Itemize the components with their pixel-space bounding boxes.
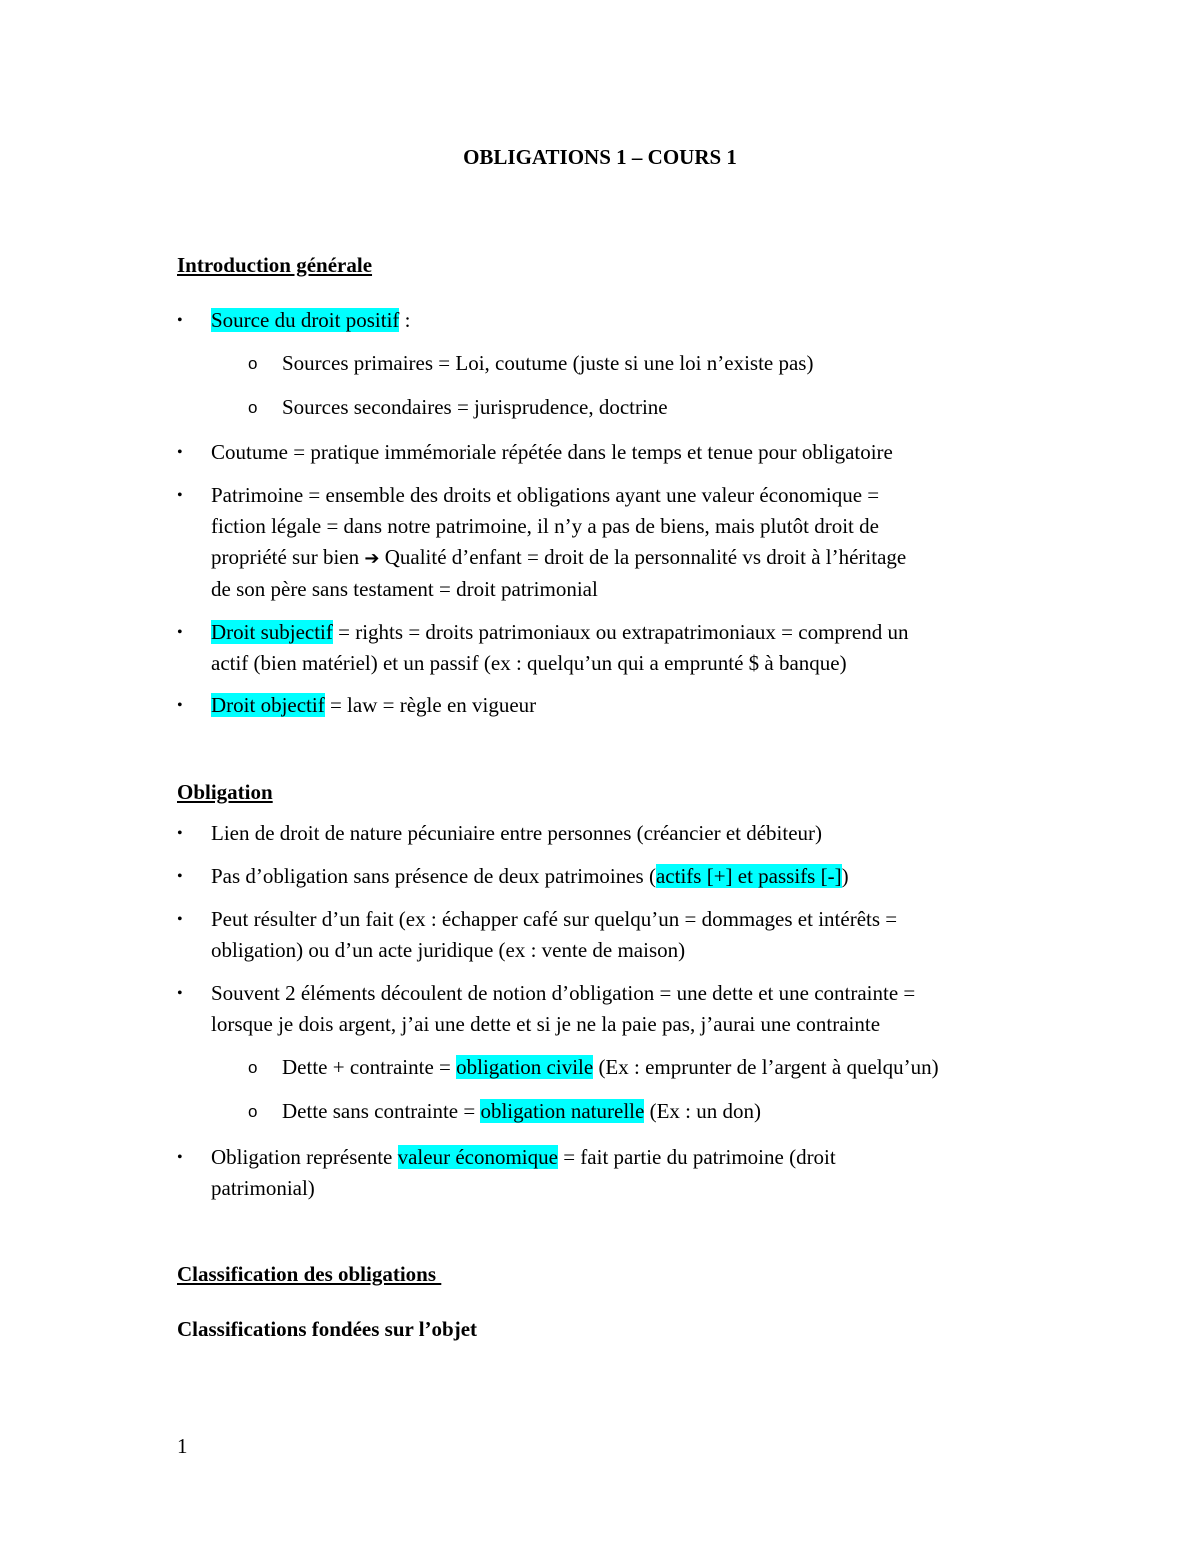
list-item-text: Lien de droit de nature pécuniaire entre personnes (créancier et débiteur) bbox=[211, 821, 823, 845]
highlighted-text: obligation naturelle bbox=[480, 1099, 645, 1123]
page-number: 1 bbox=[177, 1434, 188, 1458]
section-heading-classification: Classification des obligations bbox=[177, 1262, 442, 1286]
sub-list-item-text bbox=[282, 1096, 1062, 1127]
text-segment: propriété sur bien bbox=[211, 545, 365, 569]
bullet-icon: • bbox=[177, 825, 183, 842]
text-line: actif (bien matériel) et un passif (ex : quelqu’un qui a emprunté $ à banque) bbox=[211, 651, 847, 675]
sub-list-item-text: Sources secondaires = jurisprudence, doctrine bbox=[282, 395, 668, 419]
sub-list-item-text bbox=[282, 1052, 1062, 1083]
list-item-text: Coutume = pratique immémoriale répétée dans le temps et tenue pour obligatoire bbox=[211, 440, 893, 464]
text-line bbox=[211, 542, 1031, 574]
text-segment: : bbox=[399, 308, 411, 332]
text-segment: Dette + contrainte = bbox=[282, 1055, 457, 1079]
highlighted-text: Droit objectif bbox=[211, 693, 325, 717]
list-item-text bbox=[211, 617, 1031, 679]
bullet-icon: • bbox=[177, 911, 183, 928]
list-item-text bbox=[211, 1142, 1031, 1204]
highlighted-text: valeur économique bbox=[397, 1145, 558, 1169]
text-line: fiction légale = dans notre patrimoine, il n’y a pas de biens, mais plutôt droit de bbox=[211, 514, 879, 538]
sub-bullet-icon: o bbox=[248, 354, 258, 373]
text-segment: (Ex : un don) bbox=[644, 1099, 761, 1123]
text-line: Peut résulter d’un fait (ex : échapper café sur quelqu’un = dommages et intérêts = bbox=[211, 907, 898, 931]
text-segment: Qualité d’enfant = droit de la personnalité vs droit à l’héritage bbox=[379, 545, 907, 569]
text-line: de son père sans testament = droit patrimonial bbox=[211, 577, 598, 601]
text-line: obligation) ou d’un acte juridique (ex : vente de maison) bbox=[211, 938, 686, 962]
text-segment: (Ex : emprunter de l’argent à quelqu’un) bbox=[593, 1055, 939, 1079]
section-heading-intro: Introduction générale bbox=[177, 253, 373, 277]
text-segment: = fait partie du patrimoine (droit bbox=[557, 1145, 836, 1169]
highlighted-text: actifs [+] et passifs [-] bbox=[655, 864, 842, 888]
list-item-text bbox=[211, 690, 1031, 721]
highlighted-text: Source du droit positif bbox=[211, 308, 400, 332]
sub-bullet-icon: o bbox=[248, 1102, 258, 1121]
list-item-text bbox=[211, 978, 1031, 1040]
sub-list-item-text: Sources primaires = Loi, coutume (juste si une loi n’existe pas) bbox=[282, 351, 814, 375]
bullet-icon: • bbox=[177, 444, 183, 461]
text-line: Souvent 2 éléments découlent de notion d’obligation = une dette et une contrainte = bbox=[211, 981, 916, 1005]
text-segment: Pas d’obligation sans présence de deux patrimoines ( bbox=[211, 864, 656, 888]
text-segment: = rights = droits patrimoniaux ou extrapatrimoniaux = comprend un bbox=[332, 620, 909, 644]
text-segment: Dette sans contrainte = bbox=[282, 1099, 481, 1123]
list-item-text bbox=[211, 305, 1031, 336]
text-line: lorsque je dois argent, j’ai une dette et si je ne la paie pas, j’aurai une contrainte bbox=[211, 1012, 881, 1036]
bullet-icon: • bbox=[177, 312, 183, 329]
bullet-icon: • bbox=[177, 487, 183, 504]
text-line: Patrimoine = ensemble des droits et obligations ayant une valeur économique = bbox=[211, 483, 880, 507]
text-line bbox=[211, 1142, 1031, 1173]
bullet-icon: • bbox=[177, 868, 183, 885]
highlighted-text: obligation civile bbox=[456, 1055, 594, 1079]
section-heading-obligation: Obligation bbox=[177, 780, 273, 804]
text-segment: ) bbox=[841, 864, 849, 888]
text-segment: Obligation représente bbox=[211, 1145, 398, 1169]
subsection-heading: Classifications fondées sur l’objet bbox=[177, 1317, 478, 1341]
sub-bullet-icon: o bbox=[248, 1058, 258, 1077]
bullet-icon: • bbox=[177, 1149, 183, 1166]
arrow-right-icon: ➔ bbox=[364, 548, 380, 569]
list-item-text bbox=[211, 861, 1031, 892]
page-title: OBLIGATIONS 1 – COURS 1 bbox=[463, 145, 737, 169]
bullet-icon: • bbox=[177, 985, 183, 1002]
bullet-icon: • bbox=[177, 697, 183, 714]
text-line bbox=[211, 617, 1031, 648]
bullet-icon: • bbox=[177, 624, 183, 641]
text-line: patrimonial) bbox=[211, 1176, 315, 1200]
list-item-text bbox=[211, 904, 1031, 966]
text-segment: = law = règle en vigueur bbox=[324, 693, 537, 717]
list-item-text bbox=[211, 480, 1031, 605]
sub-bullet-icon: o bbox=[248, 398, 258, 417]
highlighted-text: Droit subjectif bbox=[211, 620, 333, 644]
